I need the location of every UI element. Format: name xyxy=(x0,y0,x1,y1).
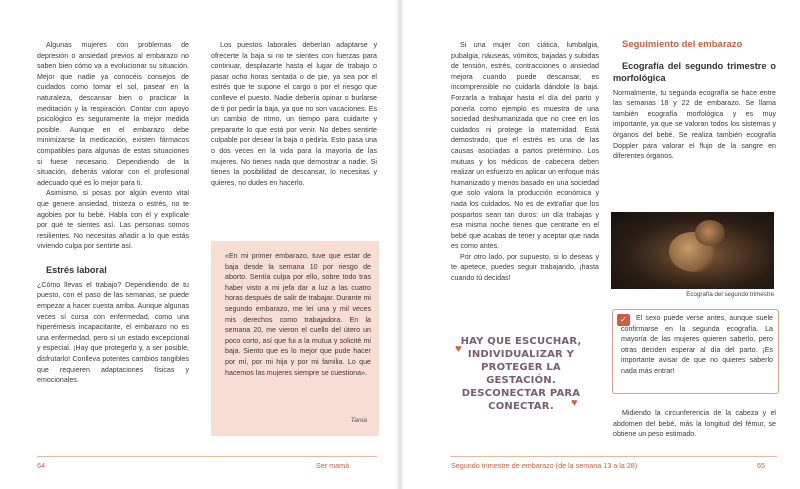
page-number: 64 xyxy=(37,461,45,470)
tip-text: El sexo puede verse antes, aunque suele confirmarse en la segunda ecografía. La mayoría de las mujeres quieren saberlo, pero otras deciden esperar al día del parto. ¡Es importante avisar de que no quieres saberlo nada más entrar! xyxy=(621,314,773,375)
right-column-2-bottom xyxy=(613,408,776,440)
thumbs-up-icon: ✓ xyxy=(617,314,630,326)
paragraph: Normalmente, tu segunda ecografía se hace entre las semanas 18 y 22 de embarazo. Se llama también ecografía morfológica y es muy importante, ya que se valoran todos los sistemas y órganos del bebé. Se realiza también ecografía Doppler para valorar el flujo de la sangre en diferentes órganos. xyxy=(613,88,776,161)
image-caption: Ecografía del segundo trimestre xyxy=(686,291,774,298)
subheading: Ecografía del segundo trimestre o morfológica xyxy=(613,60,776,83)
footer-rule xyxy=(451,456,777,457)
fetus-head-shape xyxy=(695,220,725,246)
paragraph: Si una mujer con ciática, lumbalgia, pubalgia, náuseas, vómitos, bajadas y subidas de tensión, estrés, contracciones o ansiedad mejora cuando puede descansar, es incomprensible no cuidarla dándole la baja. Forzarla a trabajar hasta el día del parto y ponerla como ejemplo es muestra de una sociedad deshumanizada que no cree en los cuidados ni protege la maternidad. Está demostrado, que el estrés es una de las causas asociadas a partos pretérmino. Los mutuas y los médicos de cabecera deben realizar un esfuerzo en aplicar un enfoque más humanizado y menos basado en una sociedad que solo valora la producción económica y nada los cuidados. No es de extrañar que los pospartos sean tan duros: un día trabajas y esa misma noche tienes que centrarte en el bebé que acabas de tener y aceptar que nada es como antes. xyxy=(451,41,599,251)
running-footer: Ser mamá xyxy=(316,461,350,470)
section-heading: Estrés laboral xyxy=(46,264,107,275)
quote-text: «En mi primer embarazo, tuve que estar de baja desde la semana 10 por riesgo de aborto. Sentía culpa por ello, sobre todo tras haber visto a mi jefa dar a luz a las cuatro horas después de salir de trabajar. Durante mi segundo embarazo, me leí una y mil veces mis derechos como trabajadora. En la semana 20, me vieron el cuello del útero un poco corto, así que fui a la mutua y solicité mi baja. Siento que es lo mejor que pude hacer por mí, por mi hija y por mi familia. Lo que hacemos las mujeres siempre se cuestiona». xyxy=(225,252,371,377)
right-column-2 xyxy=(613,40,776,162)
paragraph: Los puestos laborales deberían adaptarse y ofrecerte la baja si no te sientes con fuerzas para continuar, desplazarte hasta el lugar de trabajo o pasar ocho horas sentada o de pie, ya sea por el estrés que te supone el cargo o por el riesgo que conlleve el puesto. Nadie debería opinar o burlarse de ti por pedir la baja, ya que no son vacaciones. Es un cambio de ritmo, un tiempo para cuidarte y prepararte lo que está por venir. No debes sentirte culpable por desear la baja o pedirla. Esto pasa una o dos veces en la vida para la mayoría de las mujeres. No tienes nada que demostrar a nadie. Si tienes la posibilidad de descansar, lo necesitas y quieres, no dudes en hacerlo. xyxy=(211,41,377,187)
ultrasound-image xyxy=(611,212,774,289)
tip-box xyxy=(612,309,779,394)
quote-author: Tania xyxy=(350,417,367,424)
page-number: 65 xyxy=(757,461,765,470)
section-title: Seguimiento del embarazo xyxy=(622,39,743,50)
left-page xyxy=(0,0,397,489)
quote-tail xyxy=(211,241,379,436)
heart-icon: ♥ xyxy=(571,397,578,409)
heart-icon: ♥ xyxy=(455,343,462,355)
paragraph: Midiendo la circunferencia de la cabeza y el abdomen del bebé, más la longitud del fémur, se obtiene un peso estimado. xyxy=(613,409,776,439)
paragraph: Asimismo, si posas por algún evento vital que genere ansiedad, tristeza o estrés, no te agobies por tu bebé. Habla con él y explícale por qué te sientes así. Las personas somos resilientes. No necesitas añadir a lo que estás viviendo culpa por sentirte así. xyxy=(37,189,189,251)
paragraph: ¿Cómo llevas el trabajo? Dependiendo de tu puesto, con el paso de las semanas, se puede empezar a hacer cuesta arriba. Aunque algunas veces sí cursa con enfermedad, como una hiperémesis incapacitante, el embarazo no es una enfermedad, pero sí un estado excepcional y especial. ¡Hay que protegerlo y, a ser posible, disfrutarlo! Conlleva potentes cambios tangibles que requieren adaptaciones físicas y emocionales. xyxy=(37,280,189,385)
paragraph: Por otro lado, por supuesto, si lo deseas y te apetece, puedes seguir trabajando, ¡hasta cuando tú decidas! xyxy=(451,252,599,283)
left-column-1 xyxy=(37,40,189,386)
running-footer: Segundo trimestre de embarazo (de la semana 13 a la 28) xyxy=(451,461,638,470)
right-column-1 xyxy=(451,40,599,284)
footer-rule xyxy=(37,456,377,457)
paragraph: Algunas mujeres con problemas de depresión o ansiedad previos al embarazo no saben bien cómo va a evolucionar su situación. Mejor que nadie ya conocéis consejos de cuidados como tomar el sol, pasear en la naturaleza, descansar bien o practicar la meditación y la respiración. Contar con apoyo psicológico es seguramente la mejor medida posible. Aunque en el embarazo debe minimizarse la medicación, existen fármacos compatibles para algunas de estas situaciones si fuese necesario. Dependiendo de la situación, deberás valorar con el profesional adecuado qué es lo mejor para ti. xyxy=(37,41,189,187)
left-column-2 xyxy=(211,40,377,188)
handwritten-callout: HAY QUE ESCUCHAR, INDIVIDUALIZAR Y PROTEGER LA GESTACIÓN. DESCONECTAR PARA CONECTAR. xyxy=(460,336,582,412)
